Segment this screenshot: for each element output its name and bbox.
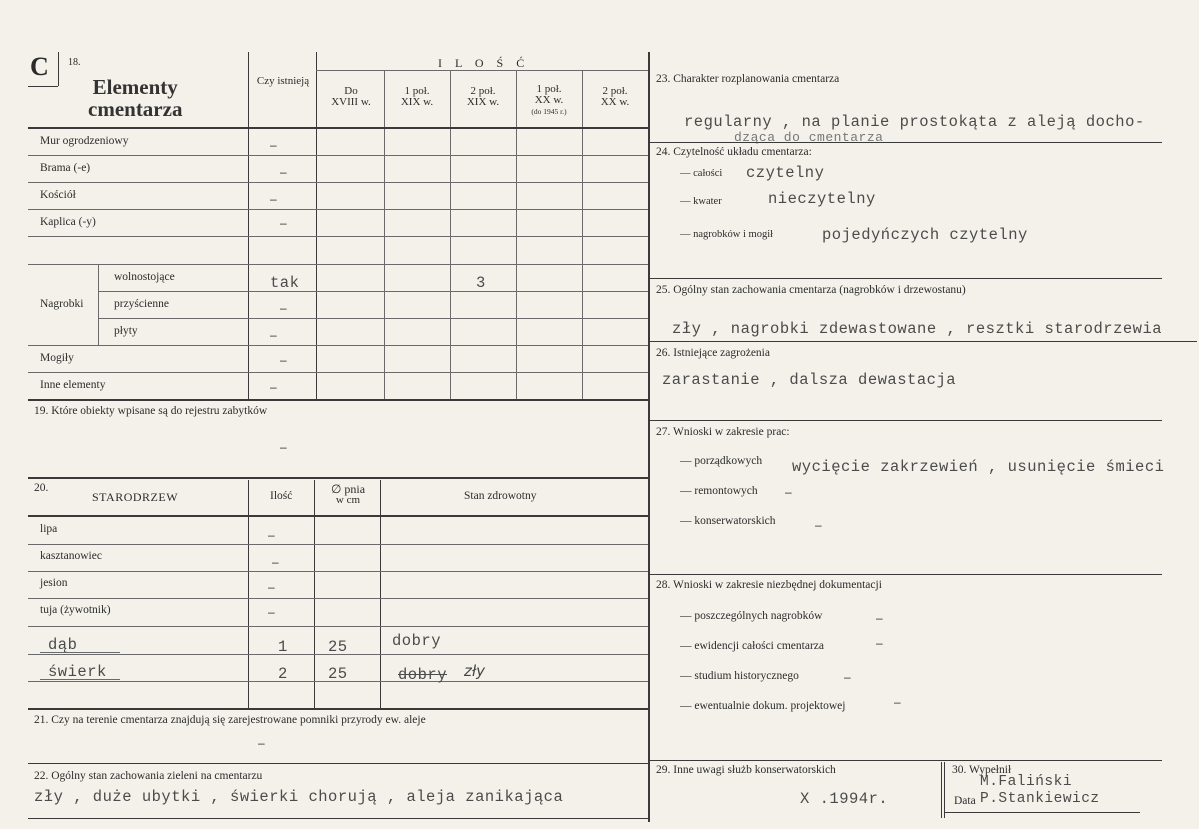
section-28-studium-value: – xyxy=(844,670,851,684)
section-25-label: 25. Ogólny stan zachowania cmentarza (nagrobków i drzewostanu) xyxy=(656,284,966,296)
section-24-nagrobkow-value: pojedyńczych czytelny xyxy=(822,226,1028,244)
row-kosciol-value: – xyxy=(270,192,277,206)
section-28-ewidencji-value: – xyxy=(876,636,883,650)
section-24-nagrobkow-label: — nagrobków i mogił xyxy=(680,229,774,240)
row-mur-label: Mur ogrodzeniowy xyxy=(40,135,129,147)
col-2pol-xx: 2 poł. XX w. xyxy=(600,85,630,108)
czy-istnieja-header: Czy istnieją xyxy=(256,75,310,87)
section-30-data-label: Data xyxy=(954,795,976,807)
nagrobki-wolnostojace-value: tak xyxy=(270,274,300,292)
tree-tuja-label: tuja (żywotnik) xyxy=(40,604,111,616)
section-27-konserwatorskich-value: – xyxy=(815,518,822,532)
section-27-remontowych-value: – xyxy=(785,485,792,499)
section-24-calosci-label: — całości xyxy=(680,168,723,179)
tree-jesion-ilosc: – xyxy=(268,580,275,594)
col-1pol-xx: 1 poł. XX w. (do 1945 r.) xyxy=(531,83,567,116)
col-2pol-xix: 2 poł. XIX w. xyxy=(466,85,500,108)
nagrobki-plyty-value: – xyxy=(270,328,277,342)
section-30-label: 30. Wypełnił xyxy=(952,764,1012,776)
starodrzew-ilosc-header: Ilość xyxy=(270,490,293,502)
row-brama-label: Brama (-e) xyxy=(40,162,91,174)
section-28-nagrobkow-value: – xyxy=(876,611,883,625)
section-28-label: 28. Wnioski w zakresie niezbędnej dokumentacji xyxy=(656,579,882,591)
mogily-value: – xyxy=(280,353,287,367)
section-30-name: M.Faliński xyxy=(980,774,1073,790)
tree-lipa-label: lipa xyxy=(40,523,58,535)
section-27-konserwatorskich-label: — konserwatorskich xyxy=(680,515,776,527)
section-24-kwater-value: nieczytelny xyxy=(768,190,876,208)
col-1pol-xix: 1 poł. XIX w. xyxy=(400,85,434,108)
section-28-ewidencji-label: — ewidencji całości cmentarza xyxy=(680,640,824,652)
section-28-studium-label: — studium historycznego xyxy=(680,670,799,682)
section-25-value: zły , nagrobki zdewastowane , resztki starodrzewia xyxy=(672,320,1163,338)
tree-dab-ilosc: 1 xyxy=(278,638,288,656)
tree-swierk-stan: dobry xyxy=(398,666,448,684)
section-27-remontowych-label: — remontowych xyxy=(680,485,758,497)
section-28-projektowej-value: – xyxy=(894,695,901,709)
section-18-number: 18. xyxy=(68,57,81,68)
section-23-value-line2: dząca do cmentarza xyxy=(734,130,884,145)
nagrobki-plyty-label: płyty xyxy=(114,325,138,337)
starodrzew-stan-header: Stan zdrowotny xyxy=(464,490,537,502)
section-23-value-line1: regularny , na planie prostokąta z aleją docho- xyxy=(684,113,1145,131)
row-kaplica-value: – xyxy=(280,216,287,230)
nagrobki-label: Nagrobki xyxy=(40,298,84,310)
col-do-xviii: Do XVIII w. xyxy=(331,85,371,108)
tree-swierk-ilosc: 2 xyxy=(278,665,288,683)
tree-dab-label: dąb xyxy=(48,636,78,654)
section-27-label: 27. Wnioski w zakresie prac: xyxy=(656,426,790,438)
starodrzew-pien-header: ∅ pnia w cm xyxy=(330,482,366,506)
row-mur-value: – xyxy=(270,138,277,152)
section-21-value: – xyxy=(258,736,265,750)
starodrzew-title: STARODRZEW xyxy=(92,490,179,504)
tree-swierk-stan-handwritten: zły xyxy=(464,662,486,680)
tree-kasztanowiec-ilosc: – xyxy=(272,555,279,569)
mogily-label: Mogiły xyxy=(40,352,74,364)
tree-kasztanowiec-label: kasztanowiec xyxy=(40,550,102,562)
section-22-value: zły , duże ubytki , świerki chorują , aleja zanikająca xyxy=(34,788,564,806)
section-29-value: X .1994r. xyxy=(800,790,889,808)
nagrobki-przyscienne-label: przyścienne xyxy=(114,298,169,310)
section-21-label: 21. Czy na terenie cmentarza znajdują się zarejestrowane pomniki przyrody ew. aleje xyxy=(34,714,426,726)
row-brama-value: – xyxy=(280,165,287,179)
section-28-nagrobkow-label: — poszczególnych nagrobków xyxy=(680,610,823,622)
section-24-calosci-value: czytelny xyxy=(746,164,825,182)
nagrobki-wolnostojace-label: wolnostojące xyxy=(114,271,175,283)
tree-jesion-label: jesion xyxy=(40,577,68,589)
nagrobki-przyscienne-value: – xyxy=(280,301,287,315)
section-24-kwater-label: — kwater xyxy=(680,196,722,207)
section-19-value: – xyxy=(280,440,287,454)
tree-swierk-label: świerk xyxy=(48,663,107,681)
section-28-projektowej-label: — ewentualnie dokum. projektowej xyxy=(680,700,846,712)
section-26-value: zarastanie , dalsza dewastacja xyxy=(662,371,957,389)
section-19-label: 19. Które obiekty wpisane są do rejestru zabytków xyxy=(34,405,268,417)
tree-dab-pien: 25 xyxy=(328,638,348,656)
section-20-number: 20. xyxy=(34,482,49,494)
tree-lipa-ilosc: – xyxy=(268,528,275,542)
section-24-label: 24. Czytelność układu cmentarza: xyxy=(656,146,812,158)
tree-dab-stan: dobry xyxy=(392,632,442,650)
elements-title: Elementy cmentarza xyxy=(88,75,183,121)
row-kaplica-label: Kaplica (-y) xyxy=(40,216,96,228)
section-letter: C xyxy=(30,52,49,81)
tree-tuja-ilosc: – xyxy=(268,605,275,619)
section-29-label: 29. Inne uwagi służb konserwatorskich xyxy=(656,764,836,776)
section-27-porzadkowych-label: — porządkowych xyxy=(680,455,763,467)
inne-elementy-label: Inne elementy xyxy=(40,379,106,391)
tree-swierk-pien: 25 xyxy=(328,665,348,683)
row-kosciol-label: Kościół xyxy=(40,189,76,201)
section-26-label: 26. Istniejące zagrożenia xyxy=(656,347,770,359)
section-30-data-value: P.Stankiewicz xyxy=(980,791,1100,807)
section-22-label: 22. Ogólny stan zachowania zieleni na cmentarzu xyxy=(34,770,263,782)
nagrobki-wolnostojace-count: 3 xyxy=(476,274,486,292)
section-27-porzadkowych-value: wycięcie zakrzewień , usunięcie śmieci xyxy=(792,458,1165,476)
section-23-label: 23. Charakter rozplanowania cmentarza xyxy=(656,73,840,85)
inne-elementy-value: – xyxy=(270,380,277,394)
ilosc-header: I L O Ś Ć xyxy=(438,56,530,70)
